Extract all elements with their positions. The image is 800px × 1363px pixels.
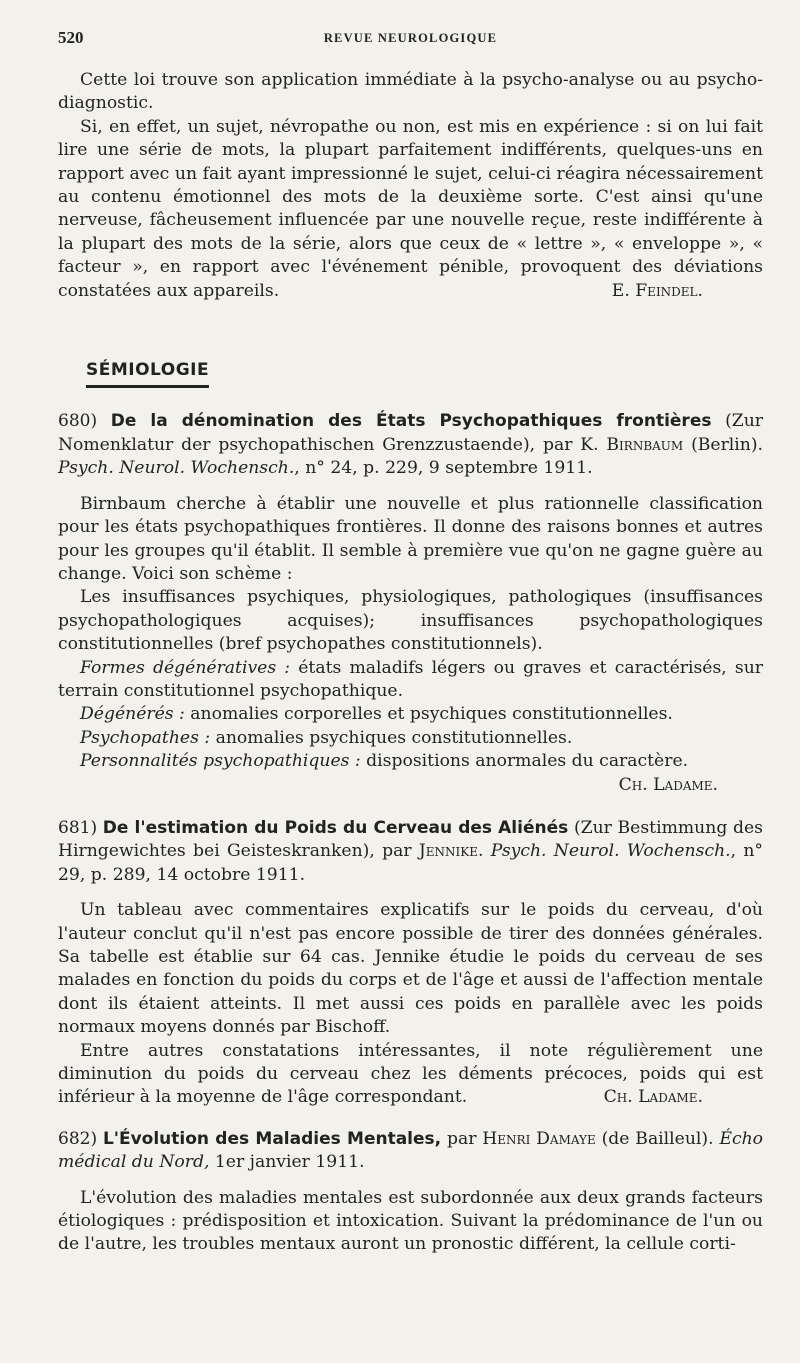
entry-number: 680) <box>58 411 98 432</box>
definition-psychopathes <box>58 727 763 750</box>
intro-paragraph-2-text: Si, en effet, un sujet, névropathe ou non, est mis en expérience : si on lui fait lire une série de mots, la plupart parfaitement indifférents, quelques-uns en rapport avec un fait ayant impressionné le sujet, celui-ci réagira nécessairement au contenu émotionnel des mots de la deuxième sorte. C'est ainsi qu'une nerveuse, fâcheusement influencée par une nouvelle reçue, reste indifférente à la plupart des mots de la série, alors que ceux de « lettre », « enveloppe », « facteur », en rapport avec l'événement pénible, provoquent des déviations constatées aux appareils. <box>58 116 763 301</box>
entry-author: Henri Damaye <box>482 1128 596 1149</box>
journal-title: REVUE NEUROLOGIQUE <box>323 31 498 45</box>
entry-681-paragraph-2 <box>58 1040 763 1110</box>
entry-682 <box>58 1128 763 1257</box>
definition-term: Personnalités psychopathiques : <box>80 751 361 772</box>
entry-citation: , n° 29, p. 289, 14 octobre 1911. <box>58 841 764 885</box>
entry-681-paragraph-2-text: Entre autres constatations intéressantes, il note régulièrement une diminution du poids du cerveau chez les déments précoces, poids qui est inférieur à la moyenne de l'âge correspondant. <box>58 1040 763 1108</box>
definition-text: anomalies psychiques constitutionnelles. <box>210 727 573 748</box>
definition-term: Formes dégénératives : <box>80 657 291 678</box>
entry-affiliation: (Berlin). <box>691 434 764 455</box>
entry-title: L'Évolution des Maladies Mentales, <box>102 1128 442 1149</box>
entry-source: Psych. Neurol. Wochensch. <box>58 458 295 479</box>
definition-formes <box>58 657 763 704</box>
entry-number: 682) <box>58 1128 98 1149</box>
section-heading: SÉMIOLOGIE <box>86 359 209 388</box>
entry-682-paragraph-1: L'évolution des maladies mentales est subordonnée aux deux grands facteurs étiologiques : prédisposition et intoxication. Suivant la prédominance de l'un ou de l'autre, les troubles mentaux auront un pronostic différent, la cellule corti- <box>58 1187 763 1255</box>
entry-681 <box>58 817 763 1110</box>
intro-paragraph-1: Cette loi trouve son application immédiate à la psycho-analyse ou au psycho-diagnostic. <box>58 70 763 114</box>
definition-text: dispositions anormales du caractère. <box>360 751 689 772</box>
entry-680-heading <box>58 410 763 480</box>
page-body <box>58 69 763 1257</box>
entry-reference: (Zur Bestimmung des Hirngewichtes bei Geisteskranken), par <box>58 817 763 862</box>
entry-reference: par <box>446 1128 477 1149</box>
definition-text: anomalies corporelles et psychiques constitutionnelles. <box>184 704 673 725</box>
section-heading-wrap <box>86 359 763 388</box>
entry-680-signature: Ch. Ladame. <box>618 774 718 795</box>
entry-680-paragraph-2: Les insuffisances psychiques, physiologiques, pathologiques (insuffisances psychopathologiques acquises); insuffisances psychopathologiques constitutionnelles (bref psychopathes constitutionnels). <box>58 587 763 655</box>
definition-text: états maladifs légers ou graves et caractérisés, sur terrain constitutionnel psychopathique. <box>58 657 763 701</box>
intro-signature: E. Feindel. <box>611 280 703 301</box>
entry-source: Écho médical du Nord, <box>58 1128 764 1173</box>
entry-title: De la dénomination des États Psychopathiques frontières <box>110 411 712 432</box>
entry-citation: 1er janvier 1911. <box>209 1152 365 1173</box>
definition-term: Dégénérés : <box>80 704 185 725</box>
running-head <box>58 28 763 54</box>
definition-degeneres <box>58 703 763 726</box>
entry-682-heading <box>58 1128 763 1175</box>
entry-680 <box>58 410 763 797</box>
page-number: 520 <box>58 28 84 47</box>
entry-title: De l'estimation du Poids du Cerveau des Aliénés <box>102 817 569 838</box>
entry-reference: (Zur Nomenklatur der psychopathischen Grenzzustaende), par <box>58 411 764 455</box>
definition-personnalites <box>58 750 763 773</box>
entry-681-paragraph-1: Un tableau avec commentaires explicatifs sur le poids du cerveau, d'où l'auteur conclut qu'il n'est pas encore possible de tirer des données générales. Sa tabelle est établie sur 64 cas. Jennike étudie le poids du cerveau de ses malades en fonction du poids du corps et de l'âge et aussi de l'affection mentale dont ils étaient atteints. Il met aussi ces poids en parallèle avec les poids normaux moyens donnés par Bischoff. <box>58 900 763 1038</box>
entry-source: Psych. Neurol. Wochensch. <box>490 841 731 862</box>
entry-affiliation: (de Bailleul). <box>601 1128 714 1149</box>
entry-author: Jennike. <box>418 841 484 862</box>
entry-681-signature: Ch. Ladame. <box>603 1087 703 1108</box>
entry-author: K. Birnbaum <box>580 434 684 455</box>
entry-number: 681) <box>58 817 98 838</box>
entry-681-heading <box>58 817 763 887</box>
entry-citation: , n° 24, p. 229, 9 septembre 1911. <box>294 458 593 479</box>
intro-paragraph-2 <box>58 116 763 303</box>
entry-680-paragraph-1: Birnbaum cherche à établir une nouvelle et plus rationnelle classification pour les états psychopathiques frontières. Il donne des raisons bonnes et autres pour les groupes qu'il établit. Il semble à première vue qu'on ne gagne guère au change. Voici son schème : <box>58 493 763 584</box>
definition-term: Psychopathes : <box>80 727 211 748</box>
